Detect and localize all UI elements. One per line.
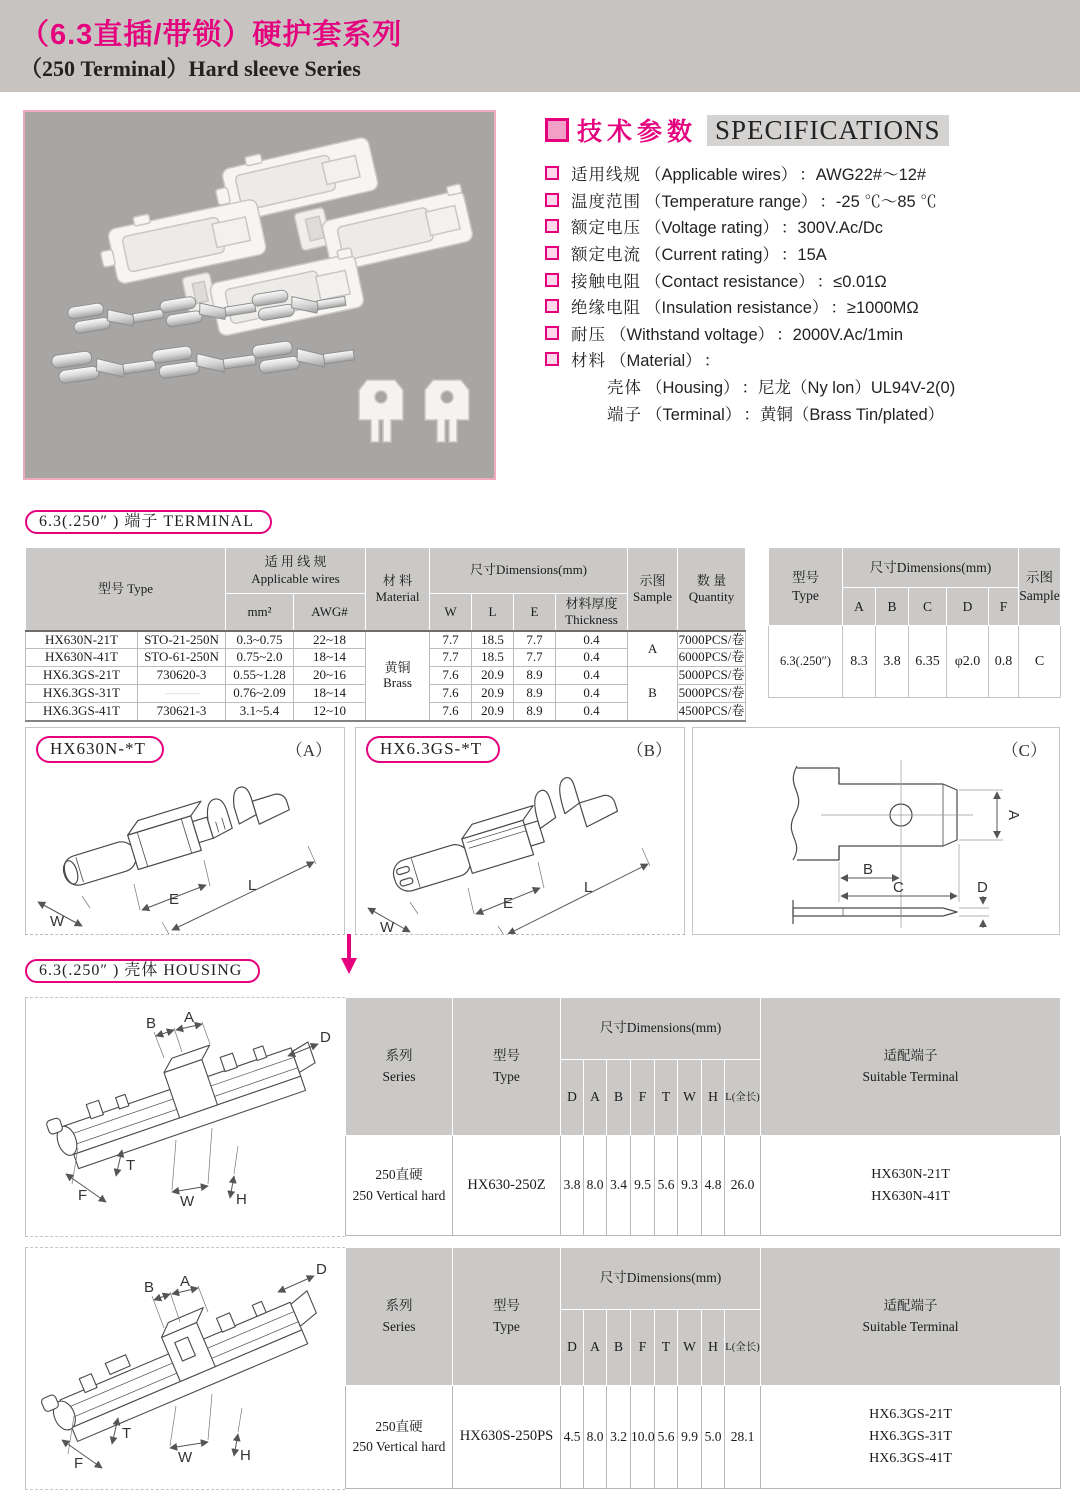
- th-b: B: [607, 1060, 631, 1136]
- cell-type: 6.3(.250″): [769, 626, 843, 698]
- dim-label-l: L: [584, 879, 593, 896]
- cell-qty: 4500PCS/卷: [678, 703, 746, 721]
- spec-item: [545, 240, 1073, 267]
- spec-label-cn: 适用线规: [571, 166, 641, 185]
- th-f: F: [989, 588, 1019, 626]
- th-a: A: [584, 1310, 607, 1386]
- cell-material-cn: 黄铜: [384, 660, 411, 676]
- th-thickness: [556, 594, 628, 631]
- housing-drawing-1: [26, 998, 344, 1236]
- dim-label-h: H: [240, 1447, 251, 1464]
- product-photo-image: [25, 112, 494, 478]
- diagram-b-tag: （B）: [626, 741, 672, 760]
- th-w: W: [678, 1060, 702, 1136]
- dim-label-d: D: [316, 1261, 327, 1278]
- spec-value: ：15A: [780, 246, 827, 265]
- cell-mm2: 0.76~2.09: [226, 685, 294, 703]
- th-l-full: L(全长): [725, 1060, 761, 1136]
- terminal-drawing-b: [356, 764, 684, 934]
- th-dimensions: 尺寸Dimensions(mm): [843, 548, 1019, 588]
- spec-label-en: （Insulation resistance）: [645, 299, 829, 318]
- dim-label-w: W: [380, 919, 395, 934]
- cell-mm2: 0.75~2.0: [226, 649, 294, 667]
- th-type-en: Type: [792, 587, 819, 603]
- spec-value: ：300V.Ac/Dc: [780, 219, 884, 238]
- cell-awg: 20~16: [294, 667, 366, 685]
- th-thickness-en: Thickness: [565, 611, 618, 627]
- th-type: [769, 548, 843, 626]
- spec-value: ：尼龙（Ny lon）UL94V-2(0): [741, 379, 956, 398]
- cell-e: 7.7: [514, 649, 556, 667]
- table-row: [346, 1136, 1061, 1236]
- th-h: H: [702, 1310, 725, 1386]
- cell-l: 18.5: [472, 631, 514, 649]
- cell-l: 28.1: [725, 1386, 761, 1489]
- th-d: D: [947, 588, 989, 626]
- th-applicable-wires-en: Applicable wires: [251, 570, 340, 586]
- th-mm2: mm²: [226, 594, 294, 631]
- table-row: [26, 631, 746, 649]
- spec-item: [545, 293, 1073, 320]
- diagram-box-a: [25, 727, 345, 935]
- diagram-box-c: [692, 727, 1060, 935]
- spec-value: ：2000V.Ac/1min: [776, 325, 904, 344]
- th-series-en: Series: [382, 1068, 416, 1084]
- bullet-square-icon: [545, 326, 559, 340]
- diagram-c-tag: （C）: [1001, 741, 1047, 760]
- th-e: E: [514, 594, 556, 631]
- dim-label-w: W: [180, 1193, 195, 1210]
- dim-label-t: T: [122, 1425, 132, 1442]
- th-sample-cn: 示图: [639, 572, 666, 588]
- th-type-en: Type: [493, 1068, 520, 1084]
- th-sample-en: Sample: [633, 588, 673, 604]
- th-t: T: [655, 1060, 678, 1136]
- th-material-en: Material: [375, 588, 420, 604]
- th-type: [453, 1248, 561, 1386]
- th-t: T: [655, 1310, 678, 1386]
- terminal-section-header: [25, 508, 272, 531]
- cell-type: HX630S-250PS: [453, 1386, 561, 1489]
- spec-label-en: （Withstand voltage）: [610, 325, 775, 344]
- cell-qty: 6000PCS/卷: [678, 649, 746, 667]
- cell-l: 20.9: [472, 685, 514, 703]
- cell-w: 7.6: [430, 667, 472, 685]
- spec-label-cn: 接触电阻: [571, 272, 641, 291]
- cell-alt-type: STO-21-250N: [138, 631, 226, 649]
- spec-label-en: （Temperature range）: [645, 192, 818, 211]
- specs-heading-en: SPECIFICATIONS: [707, 115, 949, 146]
- cell-sample-b: B: [628, 667, 678, 721]
- cell-type: HX6.3GS-31T: [26, 685, 138, 703]
- cell-series-en: 250 Vertical hard: [352, 1187, 446, 1203]
- th-l: L: [472, 594, 514, 631]
- th-material: [366, 548, 430, 631]
- cell-mm2: 3.1~5.4: [226, 703, 294, 721]
- dim-label-e: E: [169, 891, 180, 908]
- spec-label-cn: 端子: [607, 405, 642, 424]
- dim-label-e: E: [503, 895, 514, 912]
- spec-label-en: （Contact resistance）: [645, 272, 815, 291]
- spec-item: [545, 320, 1073, 347]
- housing-section-pill: 6.3(.250″ ) 壳体 HOUSING: [25, 959, 260, 983]
- product-photo: [23, 110, 496, 480]
- cell-b: 3.4: [607, 1136, 631, 1236]
- dim-label-b: B: [144, 1279, 155, 1296]
- cell-e: 7.7: [514, 631, 556, 649]
- th-f: F: [631, 1310, 655, 1386]
- th-awg: AWG#: [294, 594, 366, 631]
- dim-label-b: B: [863, 861, 874, 878]
- spec-item: [545, 346, 1073, 373]
- cell-d: 4.5: [561, 1386, 584, 1489]
- dim-label-f: F: [78, 1187, 88, 1204]
- bullet-square-icon: [545, 219, 559, 233]
- th-thickness-cn: 材料厚度: [565, 595, 618, 611]
- dim-label-a: A: [1005, 810, 1022, 821]
- cell-w: 7.6: [430, 685, 472, 703]
- cell-l: 26.0: [725, 1136, 761, 1236]
- th-series-cn: 系列: [385, 1298, 413, 1314]
- cell-e: 8.9: [514, 685, 556, 703]
- th-suitable-cn: 适配端子: [883, 1048, 938, 1064]
- table-row: [346, 1386, 1061, 1489]
- cell-h: 5.0: [702, 1386, 725, 1489]
- housing-table-2: [345, 1247, 1061, 1489]
- cell-suitable-terminal: [761, 1136, 1061, 1236]
- th-suitable-cn: 适配端子: [883, 1298, 938, 1314]
- th-material-cn: 材 料: [382, 572, 413, 588]
- page-header: [0, 0, 1080, 92]
- diagram-a-pill: HX630N-*T: [36, 736, 164, 763]
- cell-material-en: Brass: [383, 674, 412, 690]
- housing-section-header: [25, 957, 260, 980]
- th-d: D: [561, 1310, 584, 1386]
- th-w: W: [678, 1310, 702, 1386]
- cell-awg: 22~18: [294, 631, 366, 649]
- cell-l: 20.9: [472, 703, 514, 721]
- cell-e: 8.9: [514, 667, 556, 685]
- dim-label-a: A: [184, 1009, 195, 1026]
- bullet-square-icon: [545, 299, 559, 313]
- th-a: A: [584, 1060, 607, 1136]
- specs-heading-cn: 技术参数: [577, 118, 698, 146]
- cell-f: 0.8: [989, 626, 1019, 698]
- cell-thickness: 0.4: [556, 685, 628, 703]
- th-dimensions: 尺寸Dimensions(mm): [561, 998, 761, 1060]
- spec-label-cn: 壳体: [607, 379, 642, 398]
- cell-sample: C: [1019, 626, 1061, 698]
- th-b: B: [876, 588, 909, 626]
- cell-series-en: 250 Vertical hard: [352, 1439, 446, 1454]
- th-type: [453, 998, 561, 1136]
- th-c: C: [909, 588, 947, 626]
- cell-sample-a: A: [628, 631, 678, 667]
- spec-value: ：: [703, 352, 721, 371]
- th-quantity-en: Quantity: [688, 588, 735, 604]
- th-sample: [628, 548, 678, 631]
- terminal-section-pill: 6.3(.250″ ) 端子 TERMINAL: [25, 510, 272, 534]
- th-w: W: [430, 594, 472, 631]
- th-type-cn: 型号: [493, 1048, 520, 1064]
- suitable-line: HX6.3GS-41T: [869, 1450, 952, 1466]
- dim-label-t: T: [126, 1157, 136, 1174]
- spec-item: [545, 187, 1073, 214]
- housing-drawing-2: [26, 1248, 344, 1489]
- cell-alt-type: 730621-3: [138, 703, 226, 721]
- spec-value: ：≤0.01Ω: [816, 272, 887, 291]
- housing-drawing-box-1: [25, 997, 345, 1237]
- specs-heading: [545, 112, 1073, 148]
- suitable-line: HX6.3GS-21T: [869, 1407, 952, 1423]
- bullet-square-icon: [545, 352, 559, 366]
- cell-series-cn: 250直硬: [375, 1167, 423, 1183]
- cell-b: 3.8: [876, 626, 909, 698]
- cell-t: 5.6: [655, 1136, 678, 1236]
- th-b: B: [607, 1310, 631, 1386]
- section-bullet-icon: [545, 118, 569, 142]
- cell-b: 3.2: [607, 1386, 631, 1489]
- cell-mm2: 0.3~0.75: [226, 631, 294, 649]
- th-a: A: [843, 588, 876, 626]
- spec-label-cn: 材料: [571, 352, 606, 371]
- cell-d: 3.8: [561, 1136, 584, 1236]
- diagram-a-tag: （A）: [285, 741, 332, 760]
- th-sample: [1019, 548, 1061, 626]
- dim-label-h: H: [236, 1191, 247, 1208]
- dim-label-c: C: [893, 879, 904, 896]
- spec-item-material-housing: [545, 373, 1073, 400]
- dim-label-d: D: [320, 1029, 331, 1046]
- bullet-square-icon: [545, 246, 559, 260]
- spec-value: ：AWG22#～12#: [799, 166, 927, 185]
- th-suitable-en: Suitable Terminal: [862, 1068, 959, 1084]
- cell-e: 8.9: [514, 703, 556, 721]
- th-f: F: [631, 1060, 655, 1136]
- tab-terminal-drawing-c: [693, 732, 1059, 932]
- cell-qty: 5000PCS/卷: [678, 685, 746, 703]
- cell-c: 6.35: [909, 626, 947, 698]
- th-series: [346, 1248, 453, 1386]
- th-series: [346, 998, 453, 1136]
- cell-alt-type: 730620-3: [138, 667, 226, 685]
- cell-awg: 12~10: [294, 703, 366, 721]
- cell-l: 18.5: [472, 649, 514, 667]
- th-quantity-cn: 数 量: [696, 572, 727, 588]
- th-d: D: [561, 1060, 584, 1136]
- cell-t: 5.6: [655, 1386, 678, 1489]
- cell-f: 9.5: [631, 1136, 655, 1236]
- th-dimensions: 尺寸Dimensions(mm): [561, 1248, 761, 1310]
- dim-label-f: F: [74, 1455, 84, 1472]
- cell-type: HX6.3GS-41T: [26, 703, 138, 721]
- cell-alt-type: STO-61-250N: [138, 649, 226, 667]
- cell-type: HX630N-41T: [26, 649, 138, 667]
- cell-w: 7.7: [430, 649, 472, 667]
- cell-series-cn: 250直硬: [375, 1418, 423, 1434]
- bullet-square-icon: [545, 193, 559, 207]
- th-type-en: Type: [493, 1318, 520, 1334]
- suitable-line: HX6.3GS-31T: [869, 1429, 952, 1445]
- cell-w: 9.9: [678, 1386, 702, 1489]
- cell-thickness: 0.4: [556, 667, 628, 685]
- spec-label-en: （Material）: [610, 352, 702, 371]
- cell-thickness: 0.4: [556, 631, 628, 649]
- spec-value: ：≥1000MΩ: [830, 299, 919, 318]
- dim-label-d: D: [977, 879, 988, 896]
- suitable-line: HX630N-41T: [871, 1188, 950, 1204]
- housing-drawing-box-2: [25, 1247, 345, 1490]
- spec-label-cn: 额定电流: [571, 246, 641, 265]
- dim-label-b: B: [146, 1015, 157, 1032]
- th-sample-cn: 示图: [1026, 569, 1053, 585]
- spec-label-cn: 额定电压: [571, 219, 641, 238]
- cell-thickness: 0.4: [556, 649, 628, 667]
- dim-label-w: W: [178, 1449, 193, 1466]
- cell-type: HX630N-21T: [26, 631, 138, 649]
- cell-l: 20.9: [472, 667, 514, 685]
- terminal-table: [25, 547, 746, 722]
- diagram-b-pill: HX6.3GS-*T: [366, 736, 500, 763]
- cell-a: 8.3: [843, 626, 876, 698]
- cell-a: 8.0: [584, 1136, 607, 1236]
- th-suitable-terminal: [761, 998, 1061, 1136]
- spec-label-en: （Terminal）: [646, 405, 742, 424]
- cell-material: [366, 631, 430, 721]
- cell-h: 4.8: [702, 1136, 725, 1236]
- dim-label-a: A: [180, 1273, 191, 1290]
- spec-label-en: （Housing）: [646, 379, 740, 398]
- cell-qty: 5000PCS/卷: [678, 667, 746, 685]
- spec-label-cn: 温度范围: [571, 192, 641, 211]
- spec-item: [545, 266, 1073, 293]
- th-series-cn: 系列: [385, 1048, 413, 1064]
- th-quantity: [678, 548, 746, 631]
- diagram-box-b: [355, 727, 685, 935]
- page-subtitle: （250 Terminal）Hard sleeve Series: [20, 56, 361, 81]
- cell-w: 7.6: [430, 703, 472, 721]
- cell-d: φ2.0: [947, 626, 989, 698]
- th-l-full: L(全长): [725, 1310, 761, 1386]
- terminal-dimension-table: [768, 547, 1061, 698]
- th-sample-en: Sample: [1019, 587, 1060, 603]
- th-applicable-wires: [226, 548, 366, 594]
- dim-label-w: W: [50, 913, 65, 930]
- specs-section: [545, 112, 1073, 426]
- housing-table-1: [345, 997, 1061, 1236]
- cell-alt-type: ———: [138, 685, 226, 703]
- spec-value: ：黄铜（Brass Tin/plated）: [743, 405, 945, 424]
- bullet-square-icon: [545, 166, 559, 180]
- cell-type: HX630-250Z: [453, 1136, 561, 1236]
- spec-item: [545, 160, 1073, 187]
- th-dimensions: 尺寸Dimensions(mm): [430, 548, 628, 594]
- suitable-line: HX630N-21T: [871, 1166, 950, 1182]
- spec-item: [545, 213, 1073, 240]
- spec-label-cn: 耐压: [571, 325, 606, 344]
- cell-thickness: 0.4: [556, 703, 628, 721]
- th-type-cn: 型号: [493, 1298, 520, 1314]
- terminal-drawing-a: [26, 764, 344, 934]
- th-type: 型号 Type: [26, 548, 226, 631]
- bullet-square-icon: [545, 273, 559, 287]
- cell-awg: 18~14: [294, 649, 366, 667]
- dim-label-l: L: [248, 877, 257, 894]
- cell-w: 7.7: [430, 631, 472, 649]
- cell-suitable-terminal: [761, 1386, 1061, 1489]
- cell-w: 9.3: [678, 1136, 702, 1236]
- th-type-cn: 型号: [792, 569, 819, 585]
- arrow-down-icon: [340, 934, 358, 976]
- cell-type: HX6.3GS-21T: [26, 667, 138, 685]
- spec-value: ：-25 ℃～85 ℃: [819, 192, 937, 211]
- cell-a: 8.0: [584, 1386, 607, 1489]
- table-row: [769, 626, 1061, 698]
- cell-f: 10.0: [631, 1386, 655, 1489]
- specs-list: [545, 160, 1073, 426]
- th-series-en: Series: [382, 1318, 416, 1334]
- cell-qty: 7000PCS/卷: [678, 631, 745, 647]
- th-suitable-en: Suitable Terminal: [862, 1318, 959, 1334]
- spec-label-en: （Voltage rating）: [645, 219, 779, 238]
- th-suitable-terminal: [761, 1248, 1061, 1386]
- spec-item-material-terminal: [545, 399, 1073, 426]
- cell-series: [346, 1136, 453, 1236]
- spec-label-en: （Applicable wires）: [645, 166, 798, 185]
- cell-awg: 18~14: [294, 685, 366, 703]
- cell-series: [346, 1386, 453, 1489]
- spec-label-cn: 绝缘电阻: [571, 299, 641, 318]
- spec-label-en: （Current rating）: [645, 246, 779, 265]
- th-applicable-wires-cn: 适 用 线 规: [264, 554, 327, 570]
- cell-mm2: 0.55~1.28: [226, 667, 294, 685]
- page-title: （6.3直插/带锁）硬护套系列: [20, 19, 403, 51]
- th-h: H: [702, 1060, 725, 1136]
